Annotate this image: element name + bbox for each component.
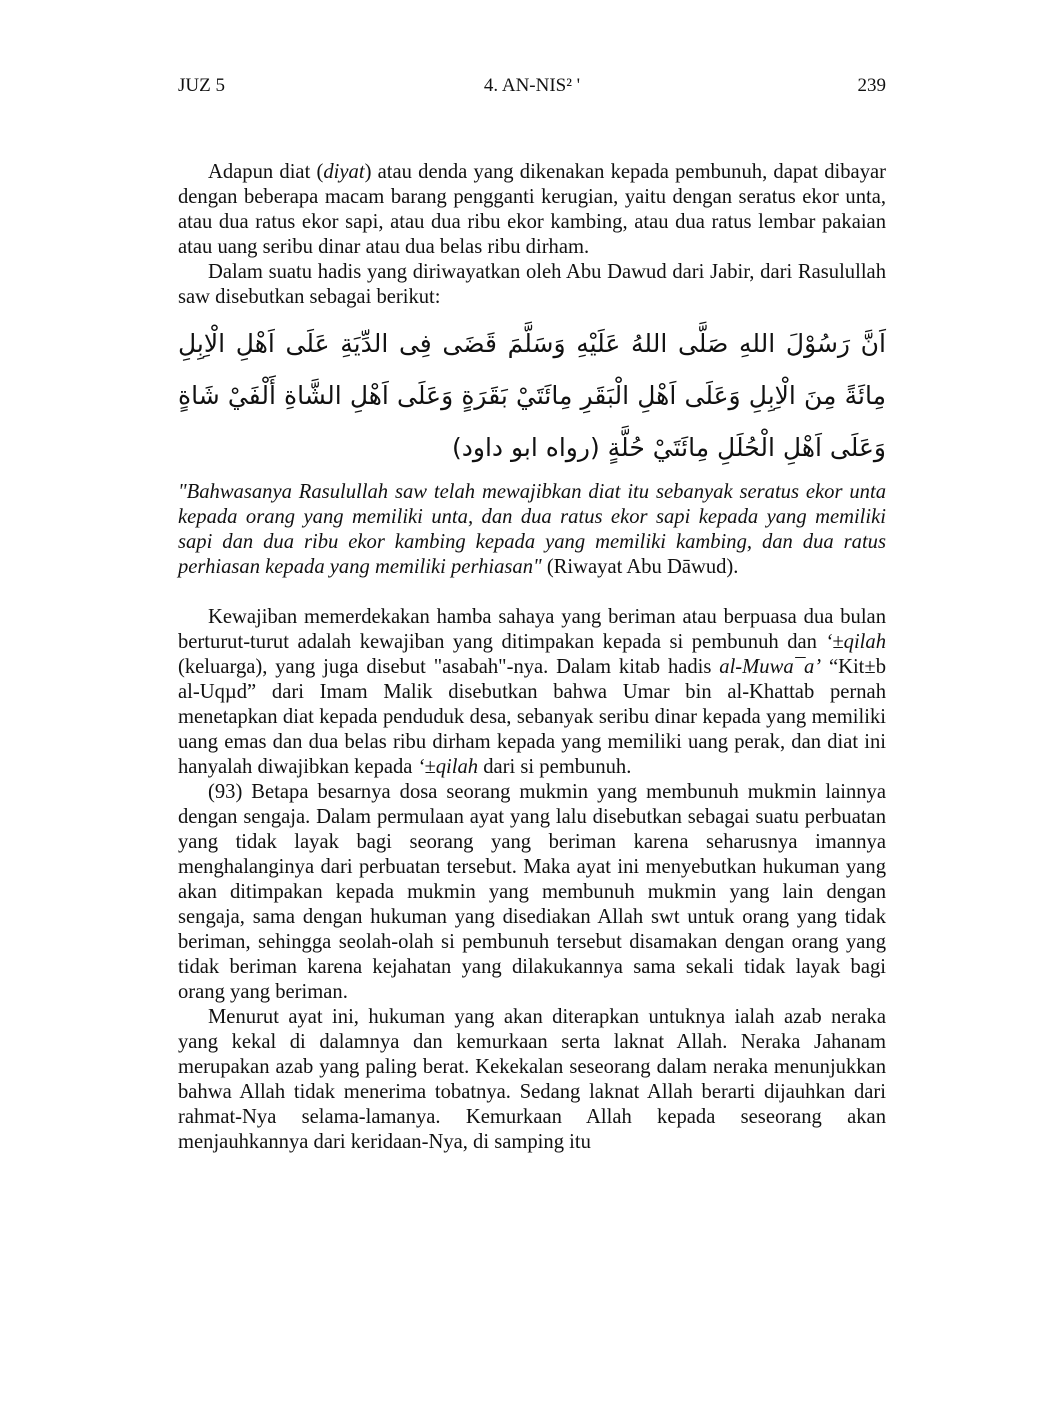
term-aqilah: ‘±qilah — [417, 756, 479, 778]
paragraph-hadith-intro: Dalam suatu hadis yang diriwayatkan oleh Abu Dawud dari Jabir, dari Rasulullah saw disebutkan sebagai berikut: — [178, 261, 886, 308]
paragraph-diat — [178, 160, 886, 260]
term-muwatta: al-Muwa¯a’ — [719, 656, 822, 678]
hadith-translation — [178, 480, 886, 580]
page-header — [178, 74, 886, 98]
term-diyat: diyat — [323, 161, 365, 183]
translation-quote: "Bahwasanya Rasulullah saw telah mewajibkan diat itu sebanyak seratus ekor unta kepada orang yang memiliki unta, dan dua ratus ekor sapi kepada yang memiliki sapi dan dua ribu ekor kambing kepada yang memiliki kambing, dan dua ratus perhiasan kepada yang memiliki perhiasan" — [178, 481, 886, 578]
spacer — [178, 580, 886, 605]
text-run: Adapun diat ( — [208, 161, 324, 183]
text-run: dari si pembunuh. — [478, 756, 632, 778]
text-run: “Kit±b al-Uqµd” dari Imam Malik disebutkan bahwa Umar bin al-Khattab pernah menetapkan diat kepada penduduk desa, sebanyak seribu dinar kepada yang memiliki uang emas dan dua belas ribu dirham kepada yang memiliki uang perak, dan diat ini hanyalah diwajibkan kepada — [178, 656, 886, 778]
translation-source: (Riwayat Abu Dāwud). — [546, 556, 739, 578]
surah-title: 4. AN-NIS² ' — [483, 75, 581, 96]
paragraph-verse-93: (93) Betapa besarnya dosa seorang mukmin yang membunuh mukmin lainnya dengan sengaja. Dalam permulaan ayat yang lalu disebutkan sebagai suatu perbuatan yang tidak layak bagi seorang yang beriman karena seharusnya imannya menghalanginya dari perbuatan tersebut. Maka ayat ini menyebutkan hukuman yang akan ditimpakan kepada mukmin yang membunuh mukmin yang lain dengan sengaja, sama dengan hukuman yang disediakan Allah swt untuk orang yang tidak beriman, sehingga seolah-olah si pembunuh tersebut disamakan dengan orang yang tidak beriman karena kejahatan yang dilakukannya sama sekali tidak layak bagi orang yang beriman. — [178, 781, 886, 1003]
text-run: ) atau denda yang dikenakan kepada pembunuh, dapat dibayar dengan beberapa macam barang pengganti kerugian, yaitu dengan seratus ekor unta, atau dua ratus ekor sapi, atau dua ribu ekor kambing, atau dua ratus lembar pakaian atau uang seribu dinar atau dua belas ribu dirham. — [178, 161, 886, 258]
page-number: 239 — [857, 75, 886, 96]
text-run: Kewajiban memerdekakan hamba sahaya yang beriman atau berpuasa dua bulan berturut-turut adalah kewajiban yang ditimpakan kepada si pembunuh dan — [178, 606, 886, 653]
text-run: (keluarga), yang juga disebut "asabah"-nya. Dalam kitab hadis — [178, 656, 720, 678]
term-aqilah: ‘±qilah — [825, 631, 886, 653]
paragraph-kewajiban — [178, 605, 886, 780]
paragraph-punishment: Menurut ayat ini, hukuman yang akan diterapkan untuknya ialah azab neraka yang kekal di dalamnya dan kemurkaan serta laknat Allah. Neraka Jahanam merupakan azab yang paling berat. Kekekalan seseorang dalam neraka menunjukkan bahwa Allah tidak menerima tobatnya. Sedang laknat Allah berarti dijauhkan dari rahmat-Nya selama-lamanya. Kemurkaan Allah kepada seseorang akan menjauhkannya dari keridaan-Nya, di samping itu — [178, 1006, 886, 1153]
page-body — [178, 160, 886, 1155]
arabic-hadith: اَنَّ رَسُوْلَ اللهِ صَلَّى اللهُ عَلَيْهِ وَسَلَّمَ قَضَى فِى الدِّيَةِ عَلَى اَهْلِ الْاِبِلِ مِائَةً مِنَ الْاِبِلِ وَعَلَى اَهْلِ الْبَقَرِ مِائَتَيْ بَقَرَةٍ وَعَلَى اَهْلِ الشَّاةِ أَلْفَيْ شَاةٍ وَعَلَى اَهْلِ الْحُلَلِ مِائَتَيْ حُلَّةٍ (رواه ابو داود) — [178, 329, 886, 462]
juz-label: JUZ 5 — [178, 75, 225, 96]
